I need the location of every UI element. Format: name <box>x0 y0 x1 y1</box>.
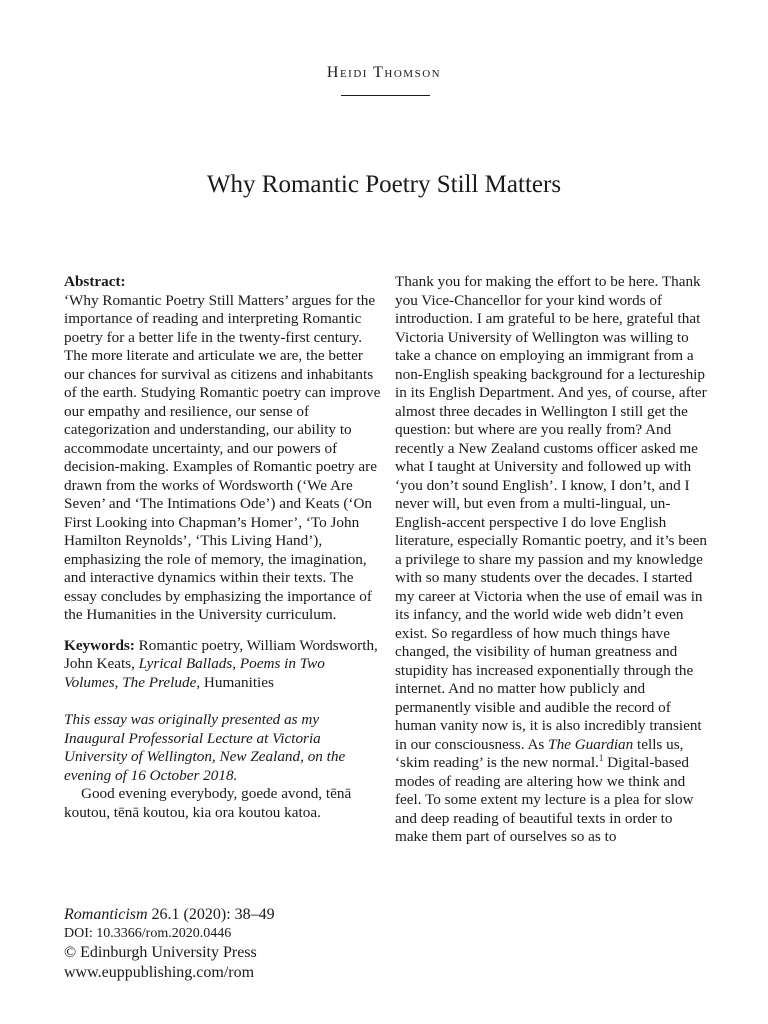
body-text-3: Digital-based modes of reading are altering how we think and feel. To some extent my lecture is a plea for slow and deep reading of beautiful texts in order to make them part of ourselves so as to <box>395 754 694 845</box>
article-title: Why Romantic Poetry Still Matters <box>206 171 562 198</box>
keywords-text-2: , Humanities <box>196 673 274 691</box>
keywords-separator: , <box>232 655 240 672</box>
keyword-the-prelude: The Prelude <box>122 673 197 691</box>
keyword-poems-in-two-volumes: Poems in Two Volumes <box>64 655 325 691</box>
right-column <box>395 273 707 847</box>
keywords-separator: , <box>114 673 123 691</box>
greeting-paragraph: Good evening everybody, goede avond, tēnā koutou, tēnā koutou, kia ora koutou katoa. <box>64 785 352 821</box>
the-guardian-title: The Guardian <box>548 735 634 753</box>
body-text-1: Thank you for making the effort to be here. Thank you Vice-Chancellor for your kind words of introduction. I am grateful to be here, grateful that Victoria University of Wellington was willing to take a chance on employing an immigrant from a non-English speaking background for a lectureship in its English Department. And yes, of course, after almost three decades in Wellington I still get the question: but where are you really from? And recently a New Zealand customs officer asked me what I taught at University and followed up with ‘you don’t sound English’. I know, I don’t, and I never will, but even from a multi-lingual, un-English-accent perspective I do love English literature, especially Romantic poetry, and it’s been a privilege to share my passion and my knowledge with so many students over the decades. I started my career at Victoria when the use of email was in its infancy, and the world wide web didn’t even exist. So regardless of how much things have changed, the visibility of human greatness and stupidity has increased exponentially through the internet. And no matter how publicly and permanently visible and audible the record of human vanity now is, it is also incredibly transient in our consciousness. As <box>395 273 707 753</box>
keywords-label: Keywords: <box>64 636 135 654</box>
presentation-note: This essay was originally presented as my Inaugural Professorial Lecture at Victoria University of Wellington, New Zealand, on the evening of 16 October 2018. <box>64 711 346 784</box>
author-divider <box>341 95 430 96</box>
keywords <box>64 637 382 693</box>
journal-citation <box>64 905 384 925</box>
copyright: © Edinburgh University Press <box>64 944 257 961</box>
publisher-url[interactable]: www.euppublishing.com/rom <box>64 964 255 981</box>
running-head-author: Heidi Thomson <box>326 64 442 81</box>
keywords-text-1: Romantic poetry, William Wordsworth, John Keats, <box>64 636 378 672</box>
journal-issue: 26.1 (2020): 38–49 <box>147 906 275 923</box>
doi[interactable]: DOI: 10.3366/rom.2020.0446 <box>64 926 232 941</box>
body-text-2: tells us, ‘skim reading’ is the new normal. <box>395 735 684 771</box>
publication-info <box>64 905 384 983</box>
left-column <box>64 273 382 822</box>
journal-name: Romanticism <box>64 906 148 923</box>
abstract-label: Abstract: <box>64 273 126 290</box>
footnote-marker[interactable]: 1 <box>598 752 604 763</box>
abstract-text: ‘Why Romantic Poetry Still Matters’ argues for the importance of reading and interpreting Romantic poetry for a better life in the twenty-first century. The more literate and articulate we are, the better our chances for survival as citizens and inhabitants of the earth. Studying Romantic poetry can improve our empathy and resilience, our sense of categorization and understanding, our ability to accommodate uncertainty, and our powers of decision-making. Examples of Romantic poetry are drawn from the works of Wordsworth (‘We Are Seven’ and ‘The Intimations Ode’) and Keats (‘On First Looking into Chapman’s Homer’, ‘To John Hamilton Reynolds’, ‘This Living Hand’), emphasizing the role of memory, the imagination, and interactive dynamics within their texts. The essay concludes by emphasizing the importance of the Humanities in the University curriculum. <box>64 291 381 623</box>
keyword-lyrical-ballads: Lyrical Ballads <box>138 655 233 672</box>
body-paragraph <box>395 273 707 847</box>
abstract <box>64 273 382 625</box>
